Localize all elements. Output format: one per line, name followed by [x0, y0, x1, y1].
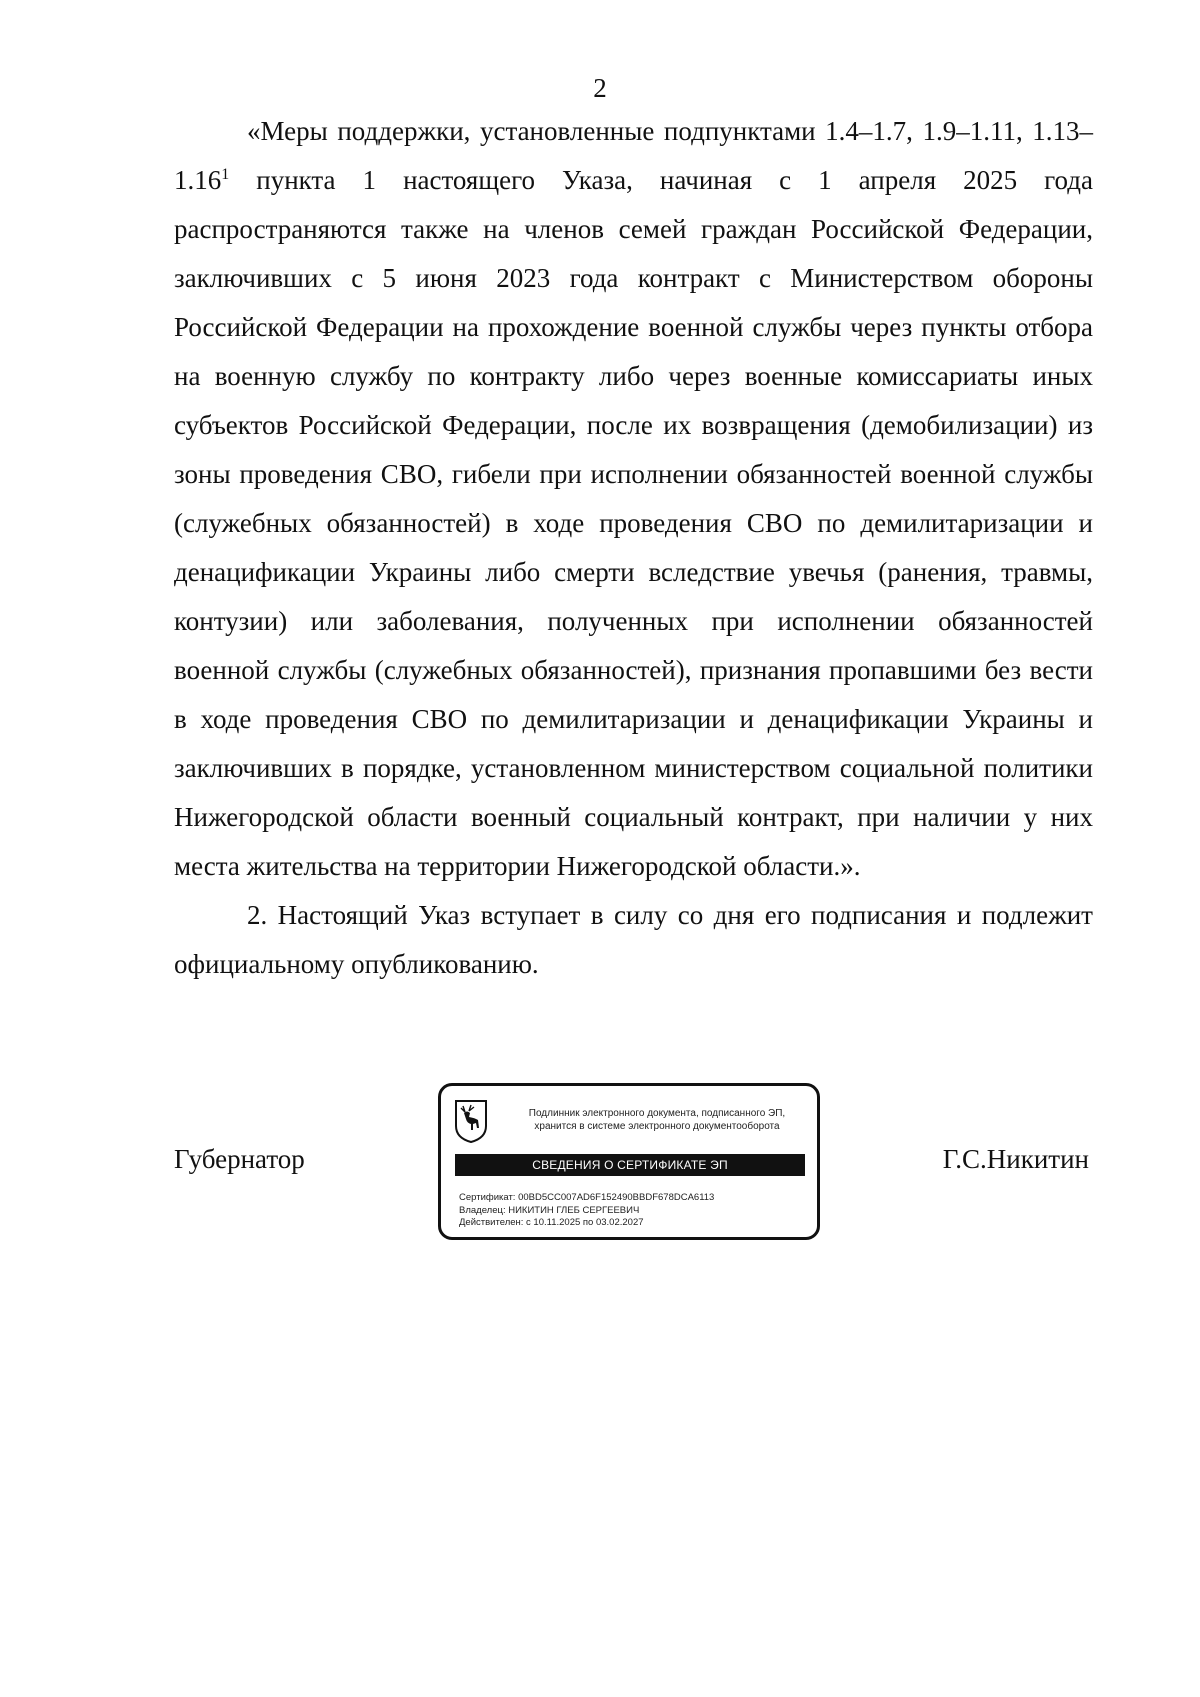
page-number: 2 [593, 73, 607, 103]
signatory-name: Г.С.Никитин [942, 1144, 1089, 1174]
certificate-number: Сертификат: 00BD5CC007AD6F152490BBDF678DCA6113 [459, 1192, 715, 1203]
paragraph-amendment-rest: пункта 1 настоящего Указа, начиная с 1 апреля 2025 года распространяются также на членов семей граждан Российской Федерации, заключивших с 5 июня 2023 года контракт с Министерством обороны Российской Федерации на прохождение военной службы через пункты отбора на военную службу по контракту либо через военные комиссариаты иных субъектов Российской Федерации, после их возвращения (демобилизации) из зоны проведения СВО, гибели при исполнении обязанностей военной службы (служебных обязанностей) в ходе проведения СВО по демилитаризации и денацификации Украины либо смерти вследствие увечья (ранения, травмы, контузии) или заболевания, полученных при исполнении обязанностей военной службы (служебных обязанностей), признания пропавшими без вести в ходе проведения СВО по демилитаризации и денацификации Украины и заключивших в порядке, установленном министерством социальной политики Нижегородской области военный социальный контракт, при наличии у них места жительства на территории Нижегородской области.». [174, 165, 1093, 881]
certificate-validity: Действителен: с 10.11.2025 по 03.02.2027 [459, 1217, 644, 1228]
electronic-signature-stamp [438, 1083, 820, 1240]
stamp-details [459, 1192, 714, 1230]
signatory-title: Губернатор [174, 1144, 305, 1174]
stamp-header: СВЕДЕНИЯ О СЕРТИФИКАТЕ ЭП [455, 1154, 805, 1176]
paragraph-effective: 2. Настоящий Указ вступает в силу со дня его подписания и подлежит официальному опубликованию. [174, 900, 1093, 979]
footnote-superscript: 1 [221, 166, 230, 183]
paragraph-amendment-start: «Меры поддержки, установленные подпунктами 1.4–1.7, 1.9–1.11, 1.13–1.16 [174, 116, 1093, 195]
document-body [174, 107, 1093, 989]
certificate-owner: Владелец: НИКИТИН ГЛЕБ СЕРГЕЕВИЧ [459, 1204, 640, 1216]
deer-coat-of-arms-icon [453, 1098, 489, 1144]
stamp-notice-line1: Подлинник электронного документа, подписанного ЭП, [528, 1108, 786, 1119]
stamp-notice [497, 1107, 817, 1133]
paragraph-amendment [174, 107, 1093, 891]
stamp-notice-line2: хранится в системе электронного документооборота [534, 1121, 780, 1132]
